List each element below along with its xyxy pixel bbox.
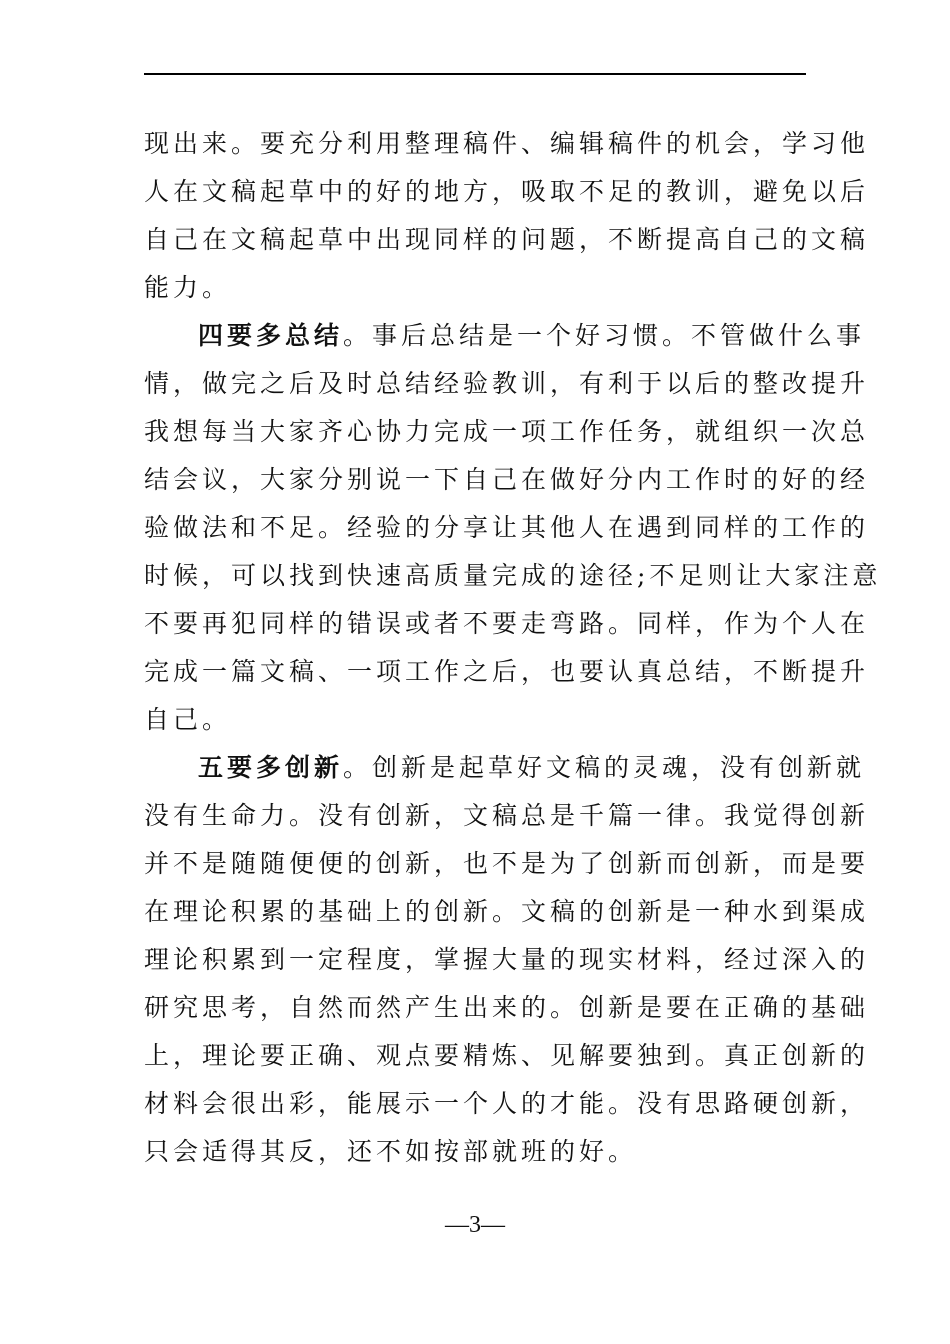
text-line: 材料会很出彩，能展示一个人的才能。没有思路硬创新，	[144, 1089, 870, 1118]
text-line: 时候，可以找到快速高质量完成的途径;不足则让大家注意	[144, 561, 882, 590]
text-line: 并不是随随便便的创新，也不是为了创新而创新，而是要	[144, 849, 870, 878]
text-line: 能力。	[144, 273, 232, 302]
header-rule	[144, 73, 806, 75]
text-line: 我想每当大家齐心协力完成一项工作任务，就组织一次总	[144, 417, 870, 446]
text-line: 不要再犯同样的错误或者不要走弯路。同样，作为个人在	[144, 609, 870, 638]
text-run: 。创新是起草好文稿的灵魂，没有创新就	[343, 753, 866, 782]
page-body	[144, 120, 882, 1176]
paragraph-innovate	[144, 744, 870, 1176]
paragraph-intro	[144, 120, 870, 312]
paragraph-first-line	[144, 744, 866, 792]
text-line: 人在文稿起草中的好的地方，吸取不足的教训，避免以后	[144, 177, 870, 206]
text-line: 上，理论要正确、观点要精炼、见解要独到。真正创新的	[144, 1041, 870, 1070]
text-line: 自己。	[144, 705, 232, 734]
text-line: 现出来。要充分利用整理稿件、编辑稿件的机会，学习他	[144, 129, 870, 158]
text-line: 研究思考，自然而然产生出来的。创新是要在正确的基础	[144, 993, 870, 1022]
text-line: 验做法和不足。经验的分享让其他人在遇到同样的工作的	[144, 513, 870, 542]
page-number: —3—	[445, 1212, 505, 1238]
text-line: 完成一篇文稿、一项工作之后，也要认真总结，不断提升	[144, 657, 870, 686]
text-line: 只会适得其反，还不如按部就班的好。	[144, 1137, 638, 1166]
section-heading: 五要多创新	[198, 753, 344, 782]
text-line: 结会议，大家分别说一下自己在做好分内工作时的好的经	[144, 465, 870, 494]
text-line: 没有生命力。没有创新，文稿总是千篇一律。我觉得创新	[144, 801, 870, 830]
text-line: 在理论积累的基础上的创新。文稿的创新是一种水到渠成	[144, 897, 870, 926]
paragraph-summarize	[144, 312, 882, 744]
paragraph-first-line	[144, 312, 866, 360]
section-heading: 四要多总结	[198, 321, 344, 350]
text-run: 。事后总结是一个好习惯。不管做什么事	[343, 321, 866, 350]
text-line: 自己在文稿起草中出现同样的问题，不断提高自己的文稿	[144, 225, 870, 254]
text-line: 情，做完之后及时总结经验教训，有利于以后的整改提升	[144, 369, 870, 398]
text-line: 理论积累到一定程度，掌握大量的现实材料，经过深入的	[144, 945, 870, 974]
